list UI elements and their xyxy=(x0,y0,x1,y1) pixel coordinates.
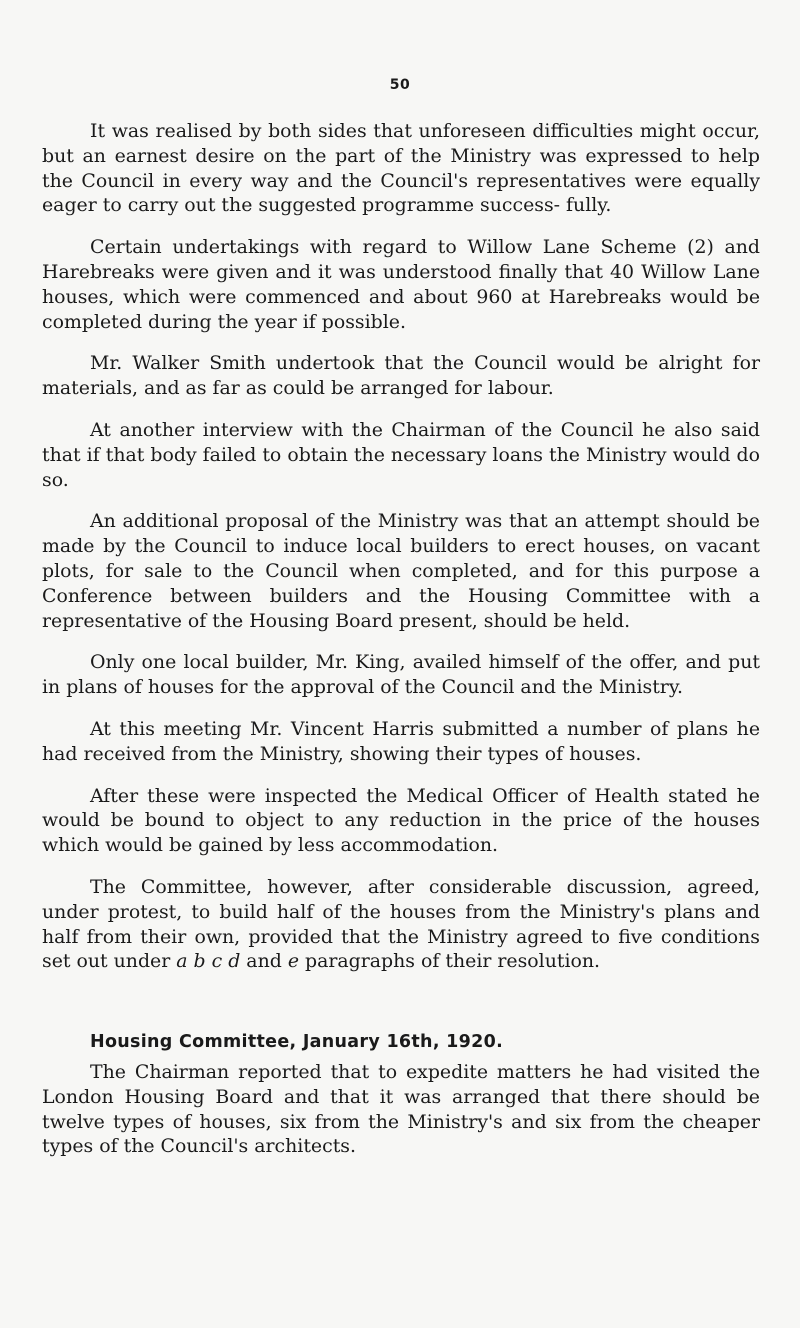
paragraph-6: Only one local builder, Mr. King, availed himself of the offer, and put in plans of houses for the approval of the Council and the Ministry. xyxy=(42,651,760,699)
paragraph-9-text-start: The Committee, however, after considerable discussion, agreed, under protest, to build half of the houses from the Ministry's plans and half from their own, provided that the Ministry agreed to five conditions set out under xyxy=(42,875,760,973)
paragraph-5: An additional proposal of the Ministry was that an attempt should be made by the Council to induce local builders to erect houses, on vacant plots, for sale to the Council when completed, and for this purpose a Conference between builders and the Housing Committee with a representative of the Housing Board present, should be held. xyxy=(42,510,760,632)
paragraph-4: At another interview with the Chairman of the Council he also said that if that body failed to obtain the necessary loans the Ministry would do so. xyxy=(42,418,760,491)
section-paragraph: The Chairman reported that to expedite matters he had visited the London Housing Board and that it was arranged that there should be twelve types of houses, six from the Ministry's and six from the cheaper types of the Council's architects. xyxy=(42,1061,760,1158)
paragraph-9 xyxy=(42,875,760,974)
paragraph-1: It was realised by both sides that unforeseen difficulties might occur, but an earnest desire on the part of the Ministry was expressed to help the Council in every way and the Council's representatives were equally eager to carry out the suggested programme success- fully. xyxy=(42,120,760,217)
paragraph-2: Certain undertakings with regard to Willow Lane Scheme (2) and Harebreaks were given and it was understood finally that 40 Willow Lane houses, which were commenced and about 960 at Harebreaks would be completed during the year if possible. xyxy=(42,236,760,333)
paragraph-9-italic-abcd: a b c d xyxy=(176,950,241,973)
paragraph-8: After these were inspected the Medical Officer of Health stated he would be bound to object to any reduction in the price of the houses which would be gained by less accommodation. xyxy=(42,784,760,857)
body-text xyxy=(42,119,760,974)
section-heading: Housing Committee, January 16th, 1920. xyxy=(90,1032,504,1052)
paragraph-7: At this meeting Mr. Vincent Harris submitted a number of plans he had received from the Ministry, showing their types of houses. xyxy=(42,717,760,765)
paragraph-9-text-end: paragraphs of their resolution. xyxy=(299,950,601,973)
paragraph-9-text-middle: and xyxy=(240,950,288,973)
paragraph-9-italic-e: e xyxy=(287,950,300,973)
page-number: 50 xyxy=(389,77,411,93)
section-body xyxy=(42,1060,760,1159)
paragraph-3: Mr. Walker Smith undertook that the Council would be alright for materials, and as far as could be arranged for labour. xyxy=(42,352,760,400)
